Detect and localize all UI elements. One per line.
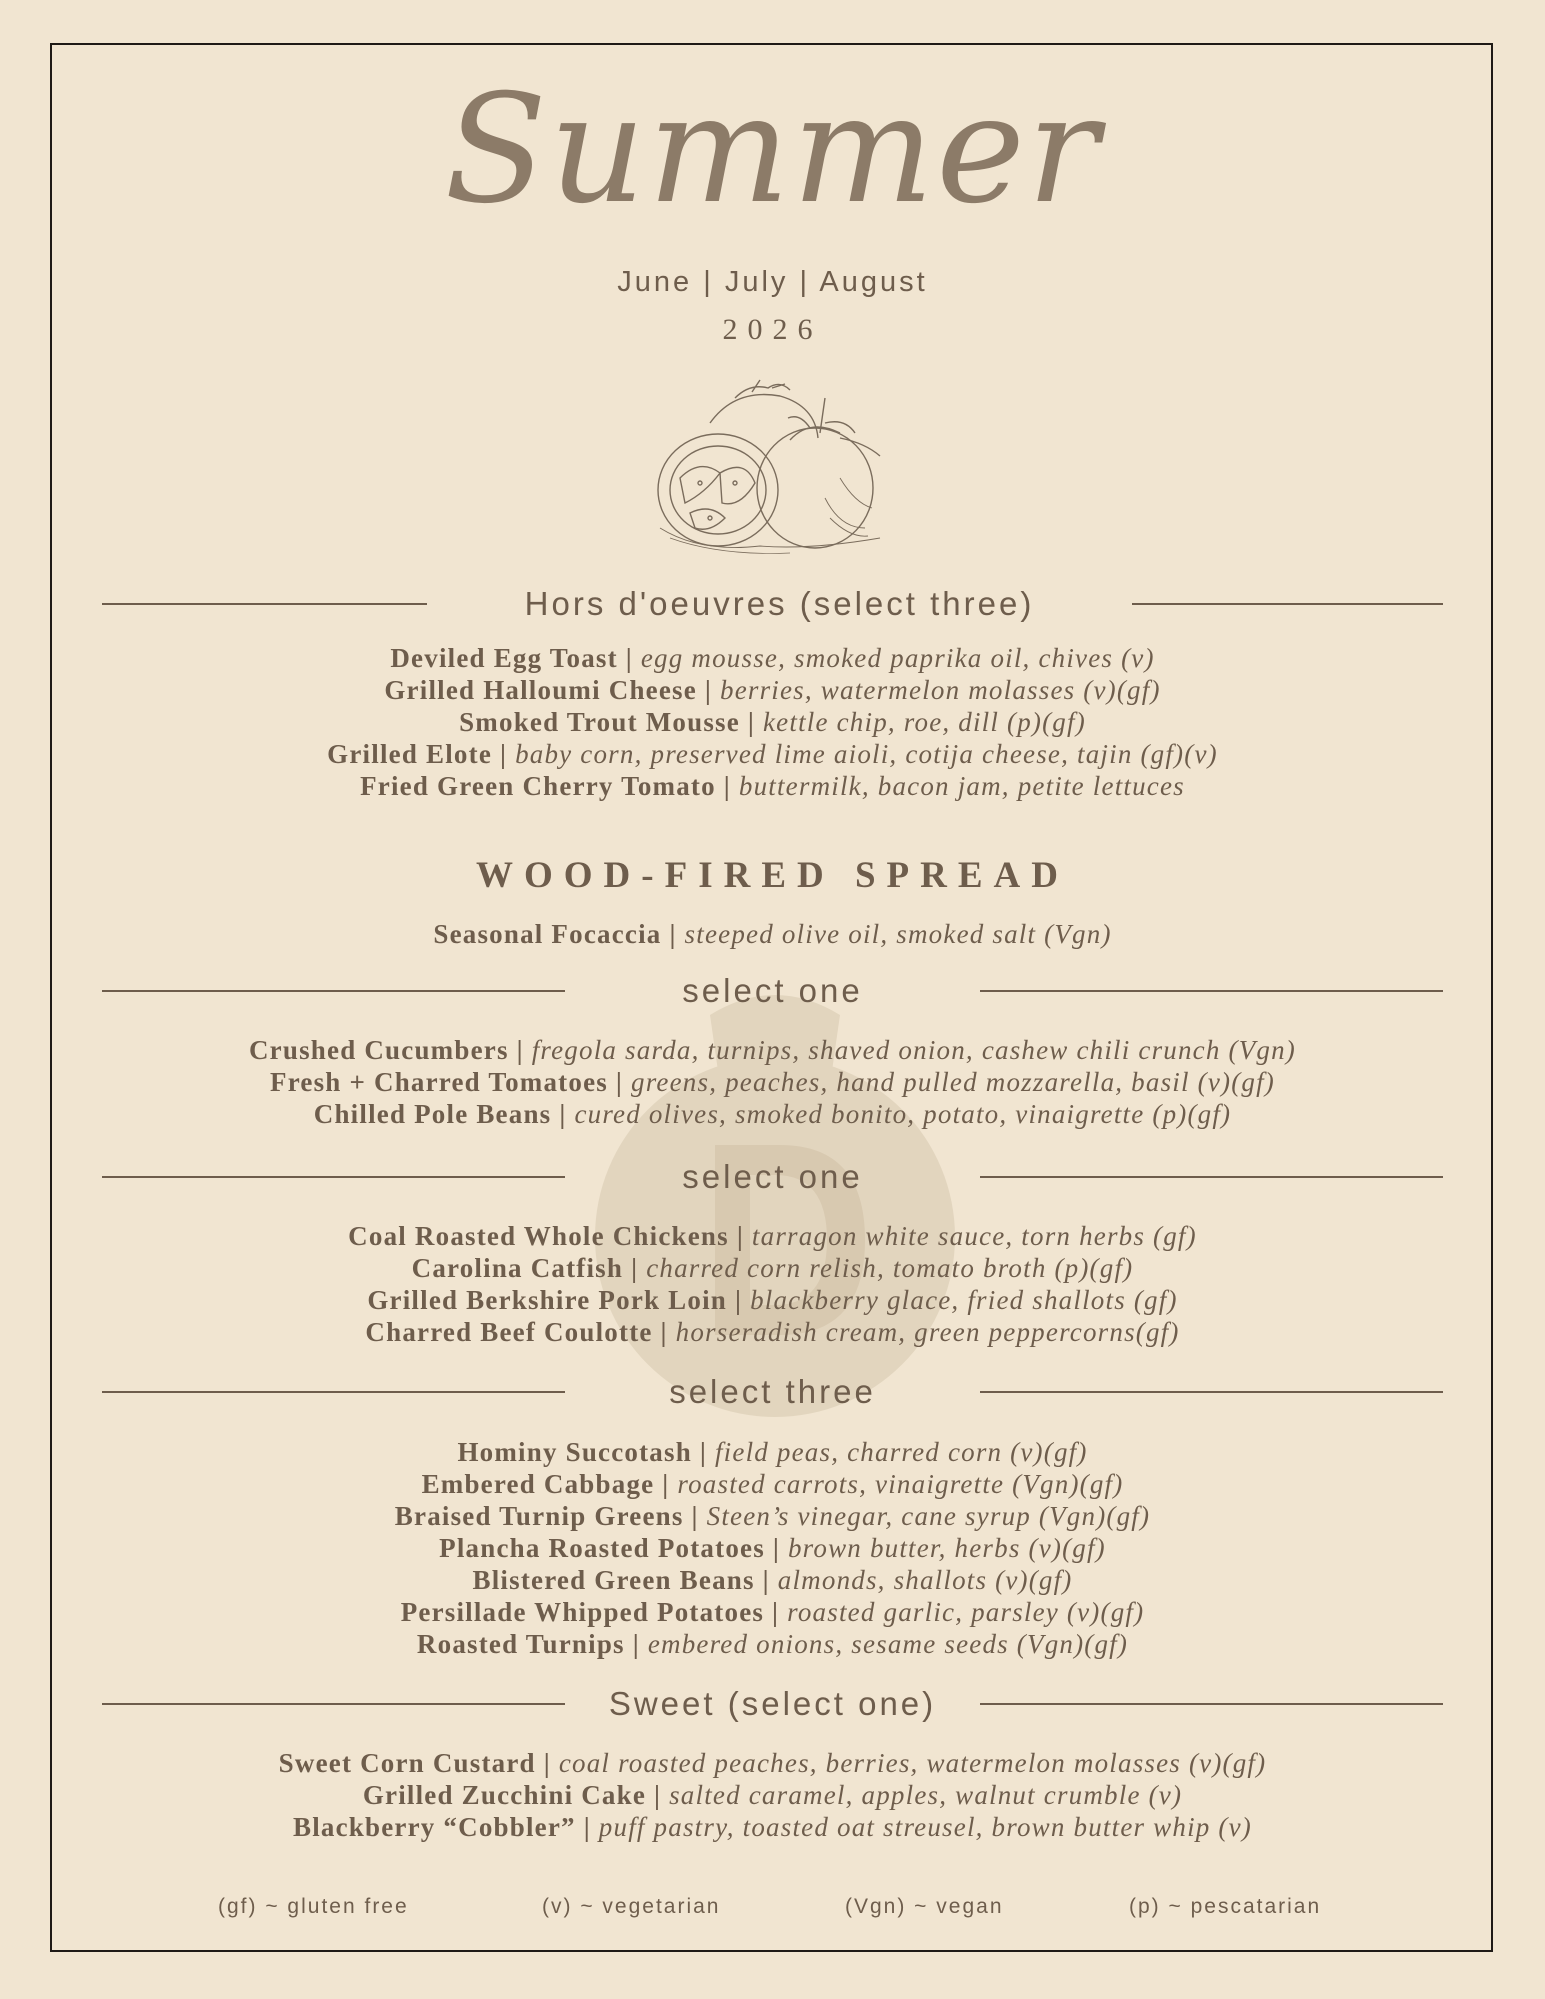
divider-line <box>102 603 427 605</box>
spread-heading: WOOD-FIRED SPREAD <box>476 855 1069 896</box>
item-separator: | <box>747 707 756 737</box>
spread-list <box>102 918 1443 950</box>
divider-line <box>102 1176 565 1178</box>
item-description: blackberry glace, fried shallots (gf) <box>750 1285 1178 1315</box>
item-description: charred corn relish, tomato broth (p)(gf) <box>646 1253 1134 1283</box>
item-description: Steen’s vinegar, cane syrup (Vgn)(gf) <box>706 1501 1151 1531</box>
legend-gluten-free: (gf) ~ gluten free <box>218 1895 409 1918</box>
item-description: greens, peaches, hand pulled mozzarella, basil (v)(gf) <box>631 1067 1275 1097</box>
divider-line <box>980 990 1443 992</box>
item-separator: | <box>762 1565 770 1595</box>
item-name: Crushed Cucumbers <box>248 1035 509 1065</box>
menu-item <box>102 1066 1443 1098</box>
item-description: coal roasted peaches, berries, watermelon molasses (v)(gf) <box>558 1748 1267 1778</box>
sweet-list <box>102 1747 1443 1843</box>
menu-year: 2026 <box>722 313 823 346</box>
menu-item <box>102 1532 1443 1564</box>
item-description: cured olives, smoked bonito, potato, vinaigrette (p)(gf) <box>574 1099 1232 1129</box>
item-description: buttermilk, bacon jam, petite lettuces <box>738 771 1185 801</box>
menu-item <box>102 918 1443 950</box>
item-name: Grilled Elote <box>327 739 492 769</box>
item-separator: | <box>669 919 677 949</box>
item-description: tarragon white sauce, torn herbs (gf) <box>751 1221 1197 1251</box>
menu-item <box>102 1284 1443 1316</box>
menu-item <box>102 1500 1443 1532</box>
item-separator: | <box>704 675 713 705</box>
item-description: salted caramel, apples, walnut crumble (v) <box>669 1780 1183 1810</box>
item-separator: | <box>632 1629 640 1659</box>
item-name: Embered Cabbage <box>421 1469 655 1499</box>
menu-item <box>102 1034 1443 1066</box>
menu-item <box>102 1811 1443 1843</box>
item-separator: | <box>772 1597 780 1627</box>
item-name: Roasted Turnips <box>416 1629 625 1659</box>
salads-list <box>102 1034 1443 1130</box>
divider-line <box>1132 603 1443 605</box>
item-separator: | <box>660 1317 668 1347</box>
item-description: brown butter, herbs (v)(gf) <box>787 1533 1106 1563</box>
sides-list <box>102 1436 1443 1660</box>
item-description: almonds, shallots (v)(gf) <box>777 1565 1073 1595</box>
menu-item <box>102 738 1443 770</box>
item-description: roasted garlic, parsley (v)(gf) <box>787 1597 1145 1627</box>
item-name: Blackberry “Cobbler” <box>293 1812 576 1842</box>
item-description: puff pastry, toasted oat streusel, brown butter whip (v) <box>598 1812 1252 1842</box>
item-separator: | <box>736 1221 744 1251</box>
item-separator: | <box>662 1469 670 1499</box>
item-description: egg mousse, smoked paprika oil, chives (v) <box>640 643 1155 673</box>
item-separator: | <box>723 771 731 801</box>
section-label: Sweet (select one) <box>608 1685 937 1722</box>
divider-line <box>980 1176 1443 1178</box>
divider-line <box>102 1391 565 1393</box>
menu-item <box>102 1220 1443 1252</box>
item-description: berries, watermelon molasses (v)(gf) <box>720 675 1161 705</box>
section-heading-hors <box>102 585 1443 623</box>
item-name: Charred Beef Coulotte <box>365 1317 653 1347</box>
menu-months: June | July | August <box>617 266 928 298</box>
item-separator: | <box>653 1780 662 1810</box>
item-name: Fresh + Charred Tomatoes <box>270 1067 608 1097</box>
menu-item <box>102 1098 1443 1130</box>
tomato-illustration-icon <box>640 378 905 558</box>
item-separator: | <box>615 1067 624 1097</box>
legend-vegan: (Vgn) ~ vegan <box>845 1895 1004 1918</box>
item-description: horseradish cream, green peppercorns(gf) <box>675 1317 1180 1347</box>
item-name: Deviled Egg Toast <box>390 643 618 673</box>
item-name: Carolina Catfish <box>411 1253 624 1283</box>
legend-pescatarian: (p) ~ pescatarian <box>1129 1895 1322 1918</box>
item-name: Chilled Pole Beans <box>313 1099 552 1129</box>
item-name: Grilled Halloumi Cheese <box>384 675 697 705</box>
legend-vegetarian: (v) ~ vegetarian <box>542 1895 721 1918</box>
menu-item <box>102 1779 1443 1811</box>
menu-item <box>102 642 1443 674</box>
item-description: roasted carrots, vinaigrette (Vgn)(gf) <box>677 1469 1124 1499</box>
item-separator: | <box>499 739 508 769</box>
menu-item <box>102 1596 1443 1628</box>
item-description: kettle chip, roe, dill (p)(gf) <box>763 707 1086 737</box>
item-name: Plancha Roasted Potatoes <box>439 1533 765 1563</box>
menu-item <box>102 1468 1443 1500</box>
item-name: Smoked Trout Mousse <box>459 707 740 737</box>
item-name: Sweet Corn Custard <box>278 1748 536 1778</box>
item-name: Hominy Succotash <box>457 1437 692 1467</box>
item-separator: | <box>543 1748 551 1778</box>
item-separator: | <box>516 1035 524 1065</box>
menu-item <box>102 674 1443 706</box>
item-separator: | <box>691 1501 699 1531</box>
section-label: select three <box>669 1373 876 1410</box>
menu-item <box>102 1747 1443 1779</box>
item-separator: | <box>772 1533 781 1563</box>
section-heading-salads <box>102 972 1443 1010</box>
section-heading-sides <box>102 1373 1443 1411</box>
item-separator: | <box>559 1099 567 1129</box>
item-name: Seasonal Focaccia <box>433 919 662 949</box>
section-label: select one <box>682 1158 863 1195</box>
item-separator: | <box>631 1253 639 1283</box>
item-name: Persillade Whipped Potatoes <box>400 1597 765 1627</box>
item-description: baby corn, preserved lime aioli, cotija cheese, tajin (gf)(v) <box>515 739 1218 769</box>
section-heading-sweet <box>102 1685 1443 1723</box>
mains-list <box>102 1220 1443 1348</box>
item-separator: | <box>734 1285 743 1315</box>
item-name: Blistered Green Beans <box>472 1565 755 1595</box>
menu-item <box>102 1628 1443 1660</box>
menu-item <box>102 1436 1443 1468</box>
item-name: Coal Roasted Whole Chickens <box>348 1221 729 1251</box>
item-description: fregola sarda, turnips, shaved onion, cashew chili crunch (Vgn) <box>531 1035 1296 1065</box>
divider-line <box>102 990 565 992</box>
section-heading-mains <box>102 1158 1443 1196</box>
hors-list <box>102 642 1443 802</box>
item-description: steeped olive oil, smoked salt (Vgn) <box>684 919 1112 949</box>
menu-item <box>102 1564 1443 1596</box>
menu-item <box>102 706 1443 738</box>
item-name: Braised Turnip Greens <box>394 1501 684 1531</box>
divider-line <box>102 1703 565 1705</box>
item-description: embered onions, sesame seeds (Vgn)(gf) <box>647 1629 1129 1659</box>
item-separator: | <box>583 1812 591 1842</box>
item-name: Grilled Zucchini Cake <box>362 1780 647 1810</box>
item-name: Grilled Berkshire Pork Loin <box>367 1285 727 1315</box>
section-label: select one <box>682 972 863 1009</box>
divider-line <box>980 1391 1443 1393</box>
item-separator: | <box>699 1437 708 1467</box>
item-name: Fried Green Cherry Tomato <box>360 771 716 801</box>
section-label: Hors d'oeuvres (select three) <box>524 585 1035 622</box>
item-description: field peas, charred corn (v)(gf) <box>714 1437 1088 1467</box>
dietary-legend <box>102 1895 1443 1925</box>
menu-item <box>102 770 1443 802</box>
divider-line <box>980 1703 1443 1705</box>
menu-item <box>102 1316 1443 1348</box>
menu-item <box>102 1252 1443 1284</box>
item-separator: | <box>625 643 633 673</box>
menu-title: Summer <box>444 63 1101 237</box>
